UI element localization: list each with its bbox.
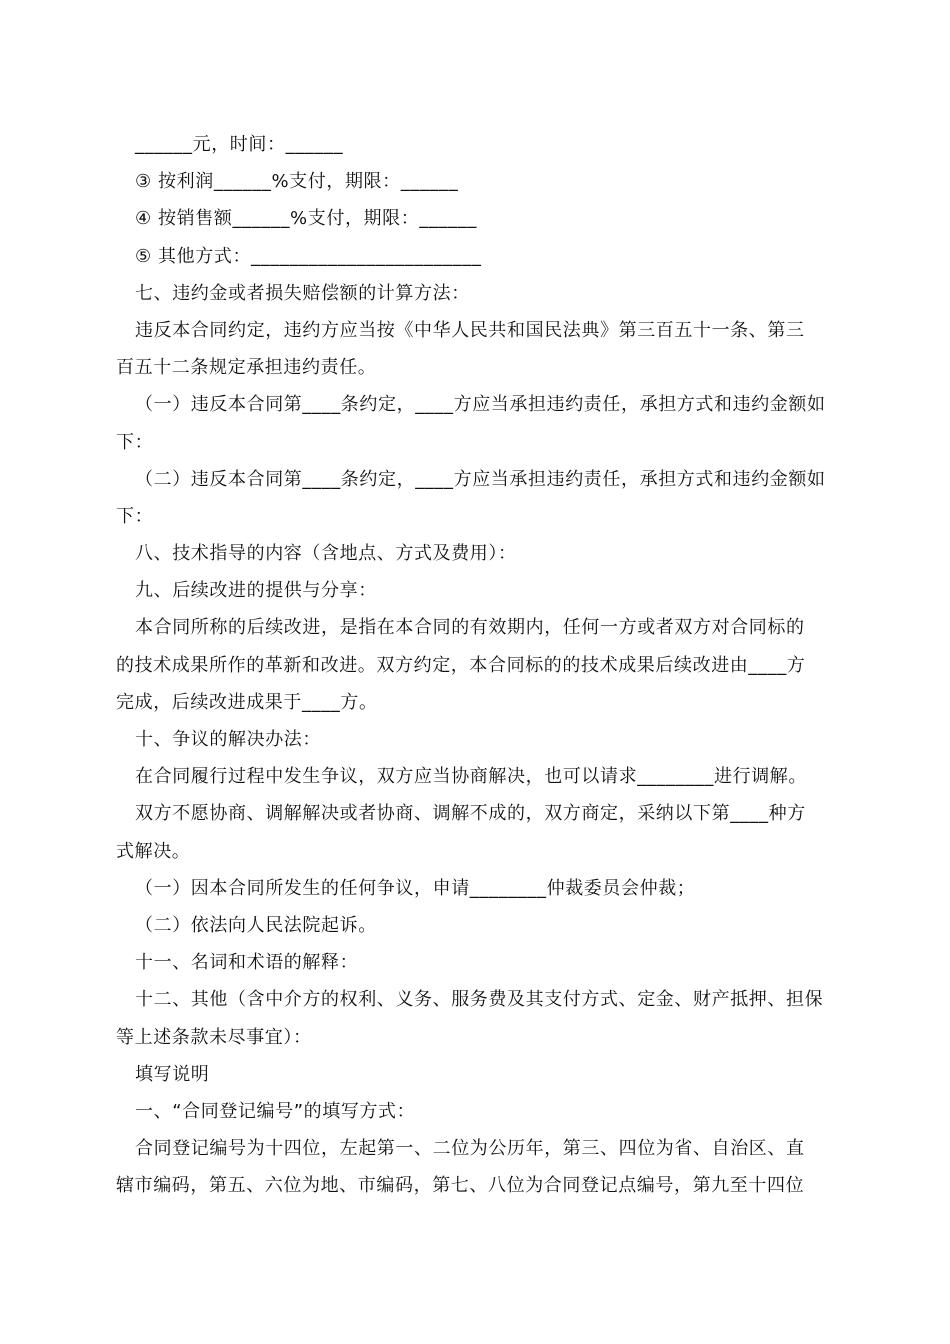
dispute-resolution-line: 双方不愿协商、调解解决或者协商、调解不成的，双方商定，采纳以下第____种方 [135, 803, 806, 825]
payment-by-sales-line: ④ 按销售额______%支付，期限：______ [135, 208, 477, 230]
breach-clause-1-line: （一）违反本合同第____条约定，____方应当承担违约责任，承担方式和违约金额如 [135, 394, 826, 416]
section-9-heading: 九、后续改进的提供与分享： [135, 580, 377, 602]
breach-clause-2-line: （二）违反本合同第____条约定，____方应当承担违约责任，承担方式和违约金额如 [135, 468, 826, 490]
section-7-paragraph-line: 违反本合同约定，违约方应当按《中华人民共和国民法典》第三百五十一条、第三 [135, 319, 805, 341]
payment-other-method-line: ⑤ 其他方式：________________________ [135, 245, 482, 267]
section-7-paragraph-line: 百五十二条规定承担违约责任。 [116, 357, 377, 379]
document-body [116, 126, 836, 1204]
instruction-1-paragraph-line: 合同登记编号为十四位，左起第一、二位为公历年，第三、四位为省、自治区、直 [135, 1138, 805, 1160]
section-11-heading: 十一、名词和术语的解释： [135, 952, 359, 974]
section-8-heading: 八、技术指导的内容（含地点、方式及费用）： [135, 543, 517, 565]
mediation-line: 在合同履行过程中发生争议，双方应当协商解决，也可以请求________进行调解。 [135, 766, 807, 788]
payment-by-profit-line: ③ 按利润______%支付，期限：______ [135, 171, 459, 193]
instruction-1-paragraph-line: 辖市编码，第五、六位为地、市编码，第七、八位为合同登记点编号，第九至十四位 [116, 1175, 805, 1197]
arbitration-option-line: （一）因本合同所发生的任何争议，申请________仲裁委员会仲裁； [135, 877, 696, 899]
section-9-paragraph-line: 本合同所称的后续改进，是指在本合同的有效期内，任何一方或者双方对合同标的 [135, 617, 805, 639]
section-12-heading-line: 等上述条款未尽事宜）： [116, 1026, 312, 1048]
section-12-heading-line: 十二、其他（含中介方的权利、义务、服务费及其支付方式、定金、财产抵押、担保 [135, 989, 824, 1011]
section-7-heading: 七、违约金或者损失赔偿额的计算方法： [135, 282, 470, 304]
breach-clause-2-line: 下： [116, 505, 154, 527]
breach-clause-1-line: 下： [116, 431, 154, 453]
section-9-paragraph-line: 完成，后续改进成果于____方。 [116, 691, 378, 713]
instructions-heading: 填写说明 [135, 1063, 210, 1085]
section-10-heading: 十、争议的解决办法： [135, 729, 321, 750]
instruction-1-heading: 一、“合同登记编号”的填写方式： [135, 1100, 416, 1122]
litigation-option-line: （二）依法向人民法院起诉。 [135, 914, 377, 936]
payment-amount-time-line: ______元，时间：______ [135, 134, 344, 155]
section-9-paragraph-line: 的技术成果所作的革新和改进。双方约定，本合同标的的技术成果后续改进由____方 [116, 654, 806, 676]
dispute-resolution-line: 式解决。 [116, 840, 191, 862]
